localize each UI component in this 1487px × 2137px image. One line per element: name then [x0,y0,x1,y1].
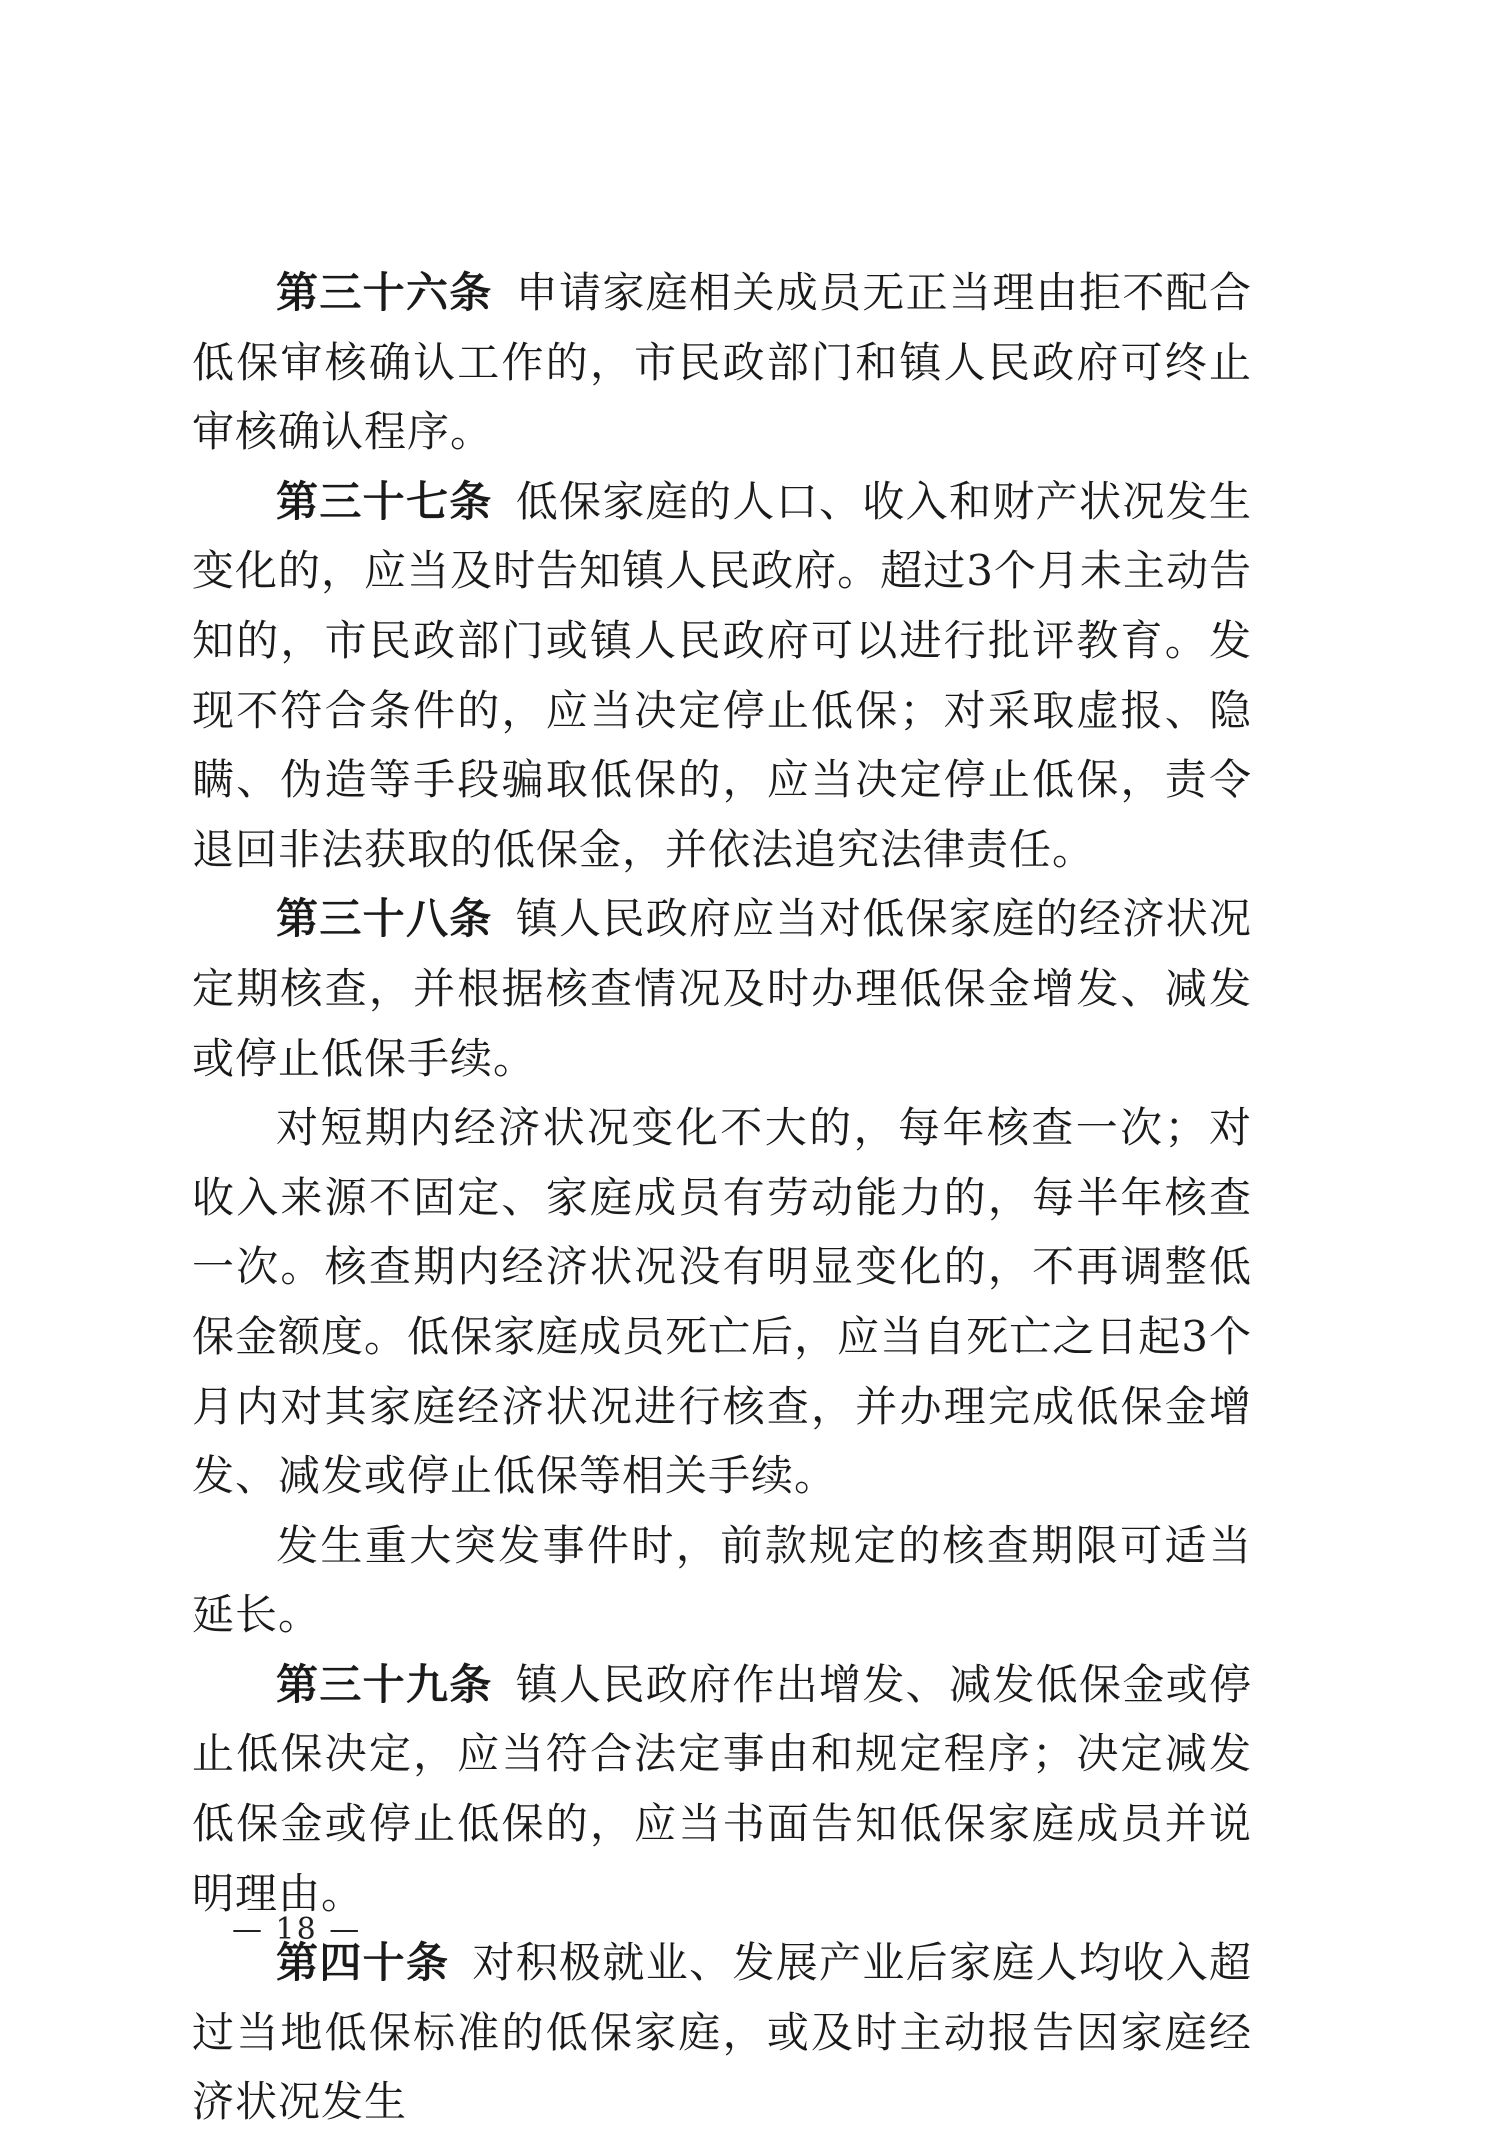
article-37 [192,467,1252,885]
page-number: — 18 — [232,1912,362,1947]
article-text: 镇人民政府作出增发、减发低保金或停止低保决定，应当符合法定事由和规定程序；决定减发低保金或停止低保的，应当书面告知低保家庭成员并说明理由。 [192,1659,1252,1918]
article-heading: 第四十条 [276,1938,450,1988]
article-text: 申请家庭相关成员无正当理由拒不配合低保审核确认工作的，市民政部门和镇人民政府可终止审核确认程序。 [192,268,1252,457]
article-39 [192,1650,1252,1928]
article-text: 低保家庭的人口、收入和财产状况发生变化的，应当及时告知镇人民政府。超过3个月未主动告知的，市民政部门或镇人民政府可以进行批评教育。发现不符合条件的，应当决定停止低保；对采取虚报、隐瞒、伪造等手段骗取低保的，应当决定停止低保，责令退回非法获取的低保金，并依法追究法律责任。 [192,476,1252,874]
document-body [192,258,1252,2137]
article-38 [192,884,1252,1093]
article-40 [192,1928,1252,2137]
article-38-paragraph: 对短期内经济状况变化不大的，每年核查一次；对收入来源不固定、家庭成员有劳动能力的，每半年核查一次。核查期内经济状况没有明显变化的，不再调整低保金额度。低保家庭成员死亡后，应当自死亡之日起3个月内对其家庭经济状况进行核查，并办理完成低保金增发、减发或停止低保等相关手续。 [192,1103,1252,1501]
article-heading: 第三十九条 [276,1659,493,1709]
article-text: 对积极就业、发展产业后家庭人均收入超过当地低保标准的低保家庭，或及时主动报告因家庭经济状况发生 [192,1938,1252,2127]
article-heading: 第三十六条 [276,268,493,317]
article-38-paragraph: 发生重大突发事件时，前款规定的核查期限可适当延长。 [192,1520,1252,1640]
article-text: 镇人民政府应当对低保家庭的经济状况定期核查，并根据核查情况及时办理低保金增发、减发或停止低保手续。 [192,894,1252,1083]
article-heading: 第三十七条 [276,476,493,526]
article-36 [192,258,1252,467]
article-heading: 第三十八条 [276,894,493,944]
